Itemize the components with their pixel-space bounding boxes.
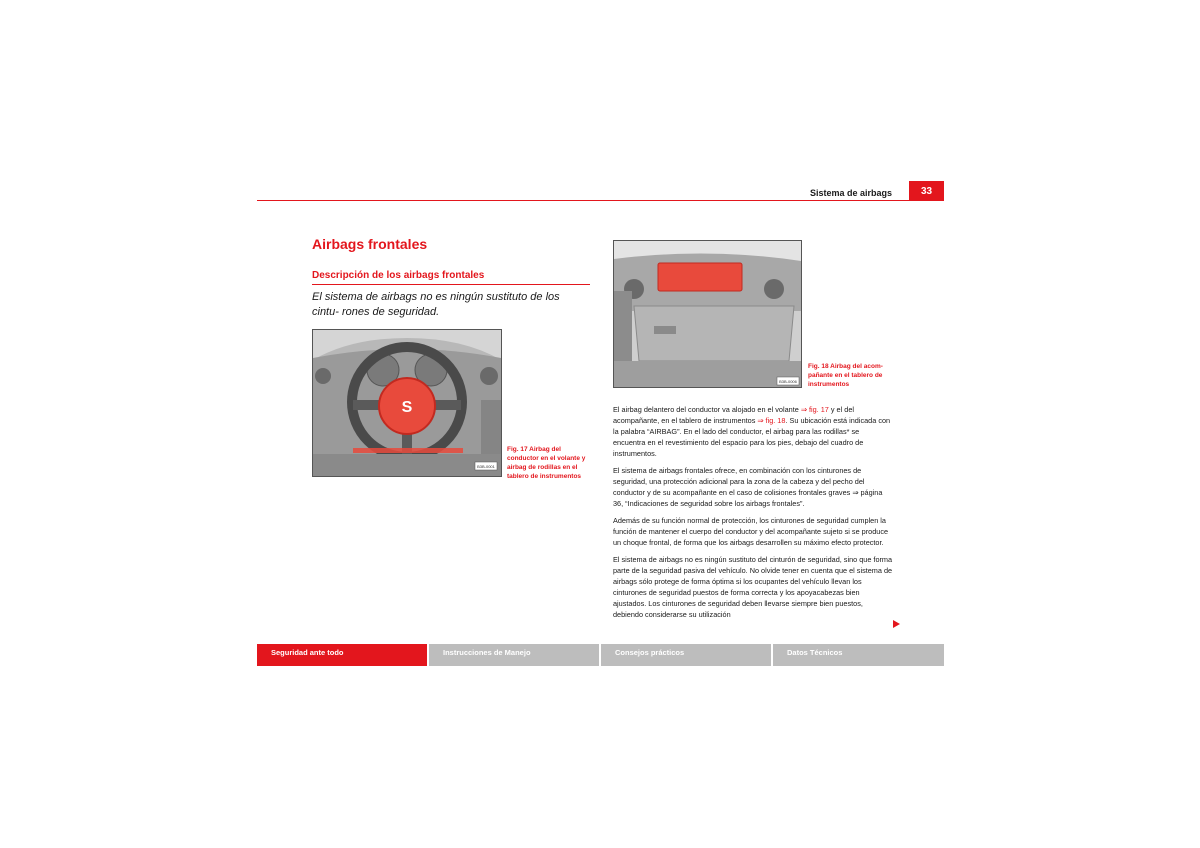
running-header-title: Sistema de airbags xyxy=(809,188,892,198)
passenger-dashboard-illustration xyxy=(614,241,801,387)
footer-tab-label: Instrucciones de Manejo xyxy=(443,648,531,657)
figure-code: B3B-0001 xyxy=(477,464,495,469)
seat-logo-icon: S xyxy=(401,399,413,416)
footer-tab-seguridad[interactable] xyxy=(257,644,427,666)
body-text xyxy=(613,404,893,626)
fig-17-link[interactable]: ⇒ fig. 17 xyxy=(800,405,829,414)
paragraph-2: El sistema de airbags frontales ofrece, en combinación con los cinturones de seguridad, una protección adicional para la zona de la cabeza y del pecho del conductor y de su acompañante en el caso de colisiones frontales graves ⇒ página 36, “Indicaciones de seguridad sobre los airbags frontales”. xyxy=(613,466,883,508)
fig-18-link[interactable]: ⇒ fig. 18 xyxy=(757,416,786,425)
paragraph-1-text-a: El airbag delantero del conductor va alojado en el volante xyxy=(613,405,801,414)
paragraph-3: Además de su función normal de protección, los cinturones de seguridad cumplen la función de mantener el cuerpo del conductor y del acompañante sujeto si se produce un choque frontal, de forma que los airbags desarrollen su máximo efecto protector. xyxy=(613,516,889,547)
subsection-rule xyxy=(312,284,590,285)
paragraph-1 xyxy=(613,404,893,459)
figure-code: B3B-0006 xyxy=(779,379,797,384)
footer-tab-label: Seguridad ante todo xyxy=(271,648,344,657)
figure-18-caption: Fig. 18 Airbag del acom- pañante en el tablero de instrumentos xyxy=(808,363,883,388)
page-number: 33 xyxy=(909,181,944,201)
footer-tab-consejos[interactable] xyxy=(601,644,771,666)
footer-tab-label: Datos Técnicos xyxy=(787,648,843,657)
paragraph-1-text-c: . Su ubicación está indicada con la palabra “AIRBAG”. En el lado del conductor, el airbag para las rodillas* se encuentra en el revestimiento del espacio para los pies, debajo del cuadro de instrumentos. xyxy=(613,416,891,458)
figure-17-caption: Fig. 17 Airbag del conductor en el volante y airbag de rodillas en el tablero de instrumentos xyxy=(507,446,586,480)
header-rule xyxy=(257,200,944,201)
paragraph-1-text-b: y el del acompañante, en el tablero de instrumentos xyxy=(613,405,855,425)
subsection-heading: Descripción de los airbags frontales xyxy=(312,270,485,281)
steering-wheel-illustration xyxy=(313,330,501,476)
paragraph-4: El sistema de airbags no es ningún sustituto del cinturón de seguridad, sino que forma parte de la seguridad pasiva del vehículo. No olvide tener en cuenta que el sistema de airbags sólo protege de forma óptima si los ocupantes del vehículo llevan los cinturones de seguridad puestos de forma correcta y los apoyacabezas bien ajustados. Los cinturones de seguridad deben llevarse siempre bien puestos, debiendo considerarse su utilización xyxy=(613,555,893,619)
section-heading: Airbags frontales xyxy=(312,236,428,252)
continue-arrow-icon xyxy=(893,620,900,628)
figure-17-steering-wheel-airbag xyxy=(312,329,502,477)
intro-statement: El sistema de airbags no es ningún sustituto de los cintu- rones de seguridad. xyxy=(312,291,560,318)
footer-tab-instrucciones[interactable] xyxy=(429,644,599,666)
footer-tab-datos[interactable] xyxy=(773,644,944,666)
figure-18-passenger-airbag xyxy=(613,240,802,388)
footer-tab-label: Consejos prácticos xyxy=(615,648,685,657)
